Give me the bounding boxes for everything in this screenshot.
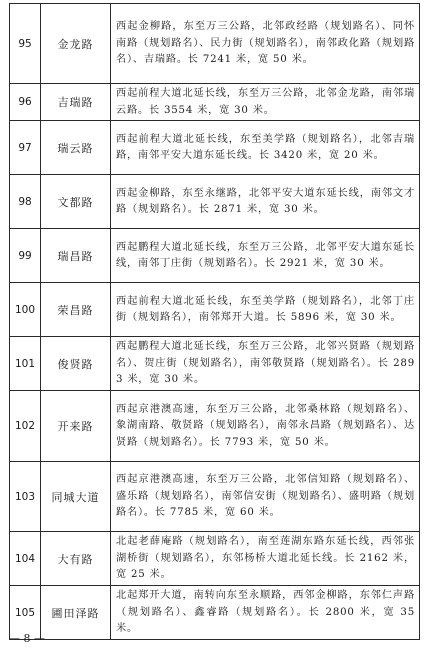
road-description: 西起前程大道北延长线，东至美学路（规划路名），北邻丁庄街（规划路名），南邻郑开大道。长 5896 米，宽 30 米。 (111, 283, 420, 337)
table-row (10, 532, 420, 586)
road-name: 吉瑞路 (41, 84, 111, 121)
road-name: 俊贤路 (41, 337, 111, 391)
road-name: 开来路 (41, 391, 111, 462)
table-row (10, 283, 420, 337)
row-number: 102 (10, 391, 41, 462)
road-description: 西起鹏程大道北延长线，东至万三公路，北邻平安大道东延长线，南邻丁庄街（规划路名）。长 2921 米，宽 30 米。 (111, 229, 420, 283)
road-name: 瑞昌路 (41, 229, 111, 283)
road-description: 西起前程大道北延长线，东至美学路（规划路名），北邻吉瑞路，南邻平安大道东延长线。长 3420 米，宽 20 米。 (111, 121, 420, 175)
table-row (10, 391, 420, 462)
page-number: — 8 — (9, 632, 45, 645)
road-description: 北起老薛庵路（规划路名），南至莲湖东路东延长线，西邻张湖桥街（规划路名），东邻杨桥大道北延长线。长 2162 米，宽 25 米。 (111, 532, 420, 586)
road-name: 同城大道 (41, 462, 111, 532)
row-number: 97 (10, 121, 41, 175)
road-name: 金龙路 (41, 4, 111, 84)
row-number: 105 (10, 586, 41, 640)
row-number: 98 (10, 175, 41, 229)
table-row (10, 4, 420, 84)
road-description: 北起郑开大道，南转向东至永顺路，西邻金柳路，东邻仁声路（规划路名）、鑫睿路（规划路名）。长 2800 米，宽 35 米。 (111, 586, 420, 640)
road-name: 文都路 (41, 175, 111, 229)
road-description: 西起金柳路，东至万三公路，北邻政经路（规划路名）、同怀南路（规划路名）、民力街（规划路名），南邻政化路（规划路名）、吉瑞路。长 7241 米，宽 50 米。 (111, 4, 420, 84)
table-row (10, 175, 420, 229)
row-number: 99 (10, 229, 41, 283)
road-name: 圃田泽路 (41, 586, 111, 640)
road-description: 西起京港澳高速，东至万三公路，北邻信知路（规划路名）、盛乐路（规划路名），南邻信安街（规划路名）、盛明路（规划路名）。长 7785 米，宽 60 米。 (111, 462, 420, 532)
table-row (10, 84, 420, 121)
row-number: 96 (10, 84, 41, 121)
table-row (10, 337, 420, 391)
row-number: 104 (10, 532, 41, 586)
row-number: 100 (10, 283, 41, 337)
road-description: 西起前程大道北延长线，东至万三公路，北邻金龙路，南邻瑞云路。长 3554 米，宽 30 米。 (111, 84, 420, 121)
road-name: 荣昌路 (41, 283, 111, 337)
road-name: 大有路 (41, 532, 111, 586)
road-name: 瑞云路 (41, 121, 111, 175)
table-row (10, 586, 420, 640)
row-number: 103 (10, 462, 41, 532)
road-description: 西起金柳路，东至永继路，北邻平安大道东延长线，南邻文才路（规划路名）。长 2871 米，宽 30 米。 (111, 175, 420, 229)
table-row (10, 462, 420, 532)
table-row (10, 121, 420, 175)
road-description: 西起鹏程大道北延长线，东至万三公路，北邻兴贤路（规划路名）、贺庄街（规划路名），南邻敬贤路（规划路名）。长 2893 米，宽 30 米。 (111, 337, 420, 391)
road-description: 西起京港澳高速，东至万三公路，北邻桑林路（规划路名）、象湖南路、敬贤路（规划路名），南邻永昌路（规划路名）、达贤路（规划路名）。长 7793 米，宽 50 米。 (111, 391, 420, 462)
row-number: 101 (10, 337, 41, 391)
row-number: 95 (10, 4, 41, 84)
road-naming-table (9, 3, 420, 640)
table-row (10, 229, 420, 283)
